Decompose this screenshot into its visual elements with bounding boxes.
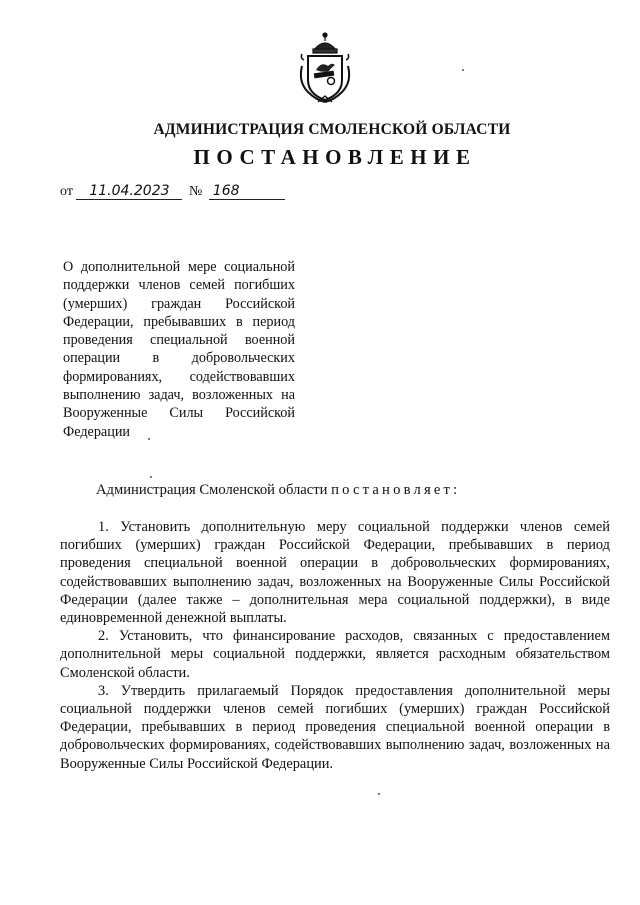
scan-speck (150, 476, 152, 478)
intro-prefix: Администрация Смоленской области (96, 482, 332, 498)
date-number-line (60, 184, 285, 200)
document-subject: О дополнительной мере социальной поддержки членов семей погибших (умерших) граждан Российской Федерации, пребывавших в период проведения специальной военной операции в добровольческих формированиях, содействовавших выполнению задач, возложенных на Вооруженные Силы Российской Федерации (63, 259, 295, 440)
scan-speck (462, 69, 464, 71)
number-value: 168 (209, 184, 285, 200)
date-from-label: от (60, 184, 73, 199)
organization-title: АДМИНИСТРАЦИЯ СМОЛЕНСКОЙ ОБЛАСТИ (153, 121, 511, 138)
number-label: № (188, 184, 203, 199)
document-body (60, 518, 610, 773)
intro-decrees: постановляет: (331, 482, 461, 498)
scan-speck (148, 438, 150, 440)
date-value: 11.04.2023 (76, 184, 182, 200)
scan-speck (378, 793, 380, 795)
paragraph-3: 3. Утвердить прилагаемый Порядок предоставления дополнительной меры социальной поддержки членов семей погибших (умерших) граждан Российской Федерации, пребывавших в период проведения специальной военной операции в добровольческих формированиях, содействовавших выполнению задач, возложенных на Вооруженные Силы Российской Федерации. (60, 682, 610, 772)
smolensk-coat-of-arms-icon (294, 30, 356, 104)
paragraph-1: 1. Установить дополнительную меру социальной поддержки членов семей погибших (умерших) граждан Российской Федерации, пребывавших в период проведения специальной военной операции в добровольческих формированиях, содействовавших выполнению задач, возложенных на Вооруженные Силы Российской Федерации (далее также – дополнительная мера социальной поддержки), в виде единовременной денежной выплаты. (60, 519, 610, 627)
document-type-heading: ПОСТАНОВЛЕНИЕ (193, 145, 477, 169)
paragraph-2: 2. Установить, что финансирование расходов, связанных с предоставлением дополнительной меры социальной поддержки, является расходным обязательством Смоленской области. (60, 628, 610, 681)
intro-line (96, 482, 460, 499)
